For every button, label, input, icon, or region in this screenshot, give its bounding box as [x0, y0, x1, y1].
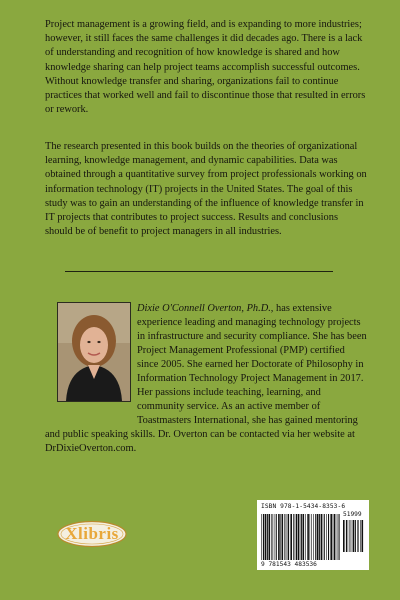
publisher-logo — [56, 520, 128, 548]
isbn-barcode — [257, 500, 369, 570]
intro-paragraph-2: The research presented in this book builds on the theories of organizational learning, knowledge management, and dynamic capabilities. Data was obtained through a quantitative survey from project professionals working on information technology (IT) projects in the United States. The goal of this study was to gain an understanding of the influence of knowledge transfer in IT projects that contributes to project success. Results and conclusions should be of benefit to project managers in all industries. — [45, 141, 367, 238]
price-barcode-bars — [343, 520, 365, 552]
author-bio — [45, 302, 367, 456]
author-name: Dixie O'Connell Overton, Ph.D., — [137, 303, 274, 314]
publisher-name: Xlibris — [65, 524, 119, 543]
price-code: 51999 — [343, 511, 362, 518]
barcode-bars — [261, 514, 341, 560]
isbn-number: ISBN 978-1-5434-8353-6 — [261, 503, 346, 510]
ean-number: 9 781543 483536 — [261, 561, 317, 568]
intro-paragraph-1: Project management is a growing field, and is expanding to more industries; however, it still faces the same challenges it did decades ago. There is a lack of understanding and recognition of how knowledge is shared and how knowledge sharing can help project teams accomplish successful outcomes. Without knowledge transfer and sharing, organizations fail to continue practices that worked well and fail to discontinue those that resulted in errors or rework. — [45, 19, 366, 116]
author-bio-text: has extensive experience leading and managing technology projects in infrastructure and security compliance. She has been Project Management Professional (PMP) certified since 2005. She earned her Doctorate of Philosophy in Information Technology Project Management in 2017. Her passions include teaching, learning, and community service. As an active member of Toastmasters International, she has gained mentoring and public speaking skills. Dr. Overton can be contacted via her website at DrDixieOverton.com. — [45, 303, 367, 454]
section-divider — [65, 271, 333, 272]
photo-spacer — [45, 302, 137, 415]
